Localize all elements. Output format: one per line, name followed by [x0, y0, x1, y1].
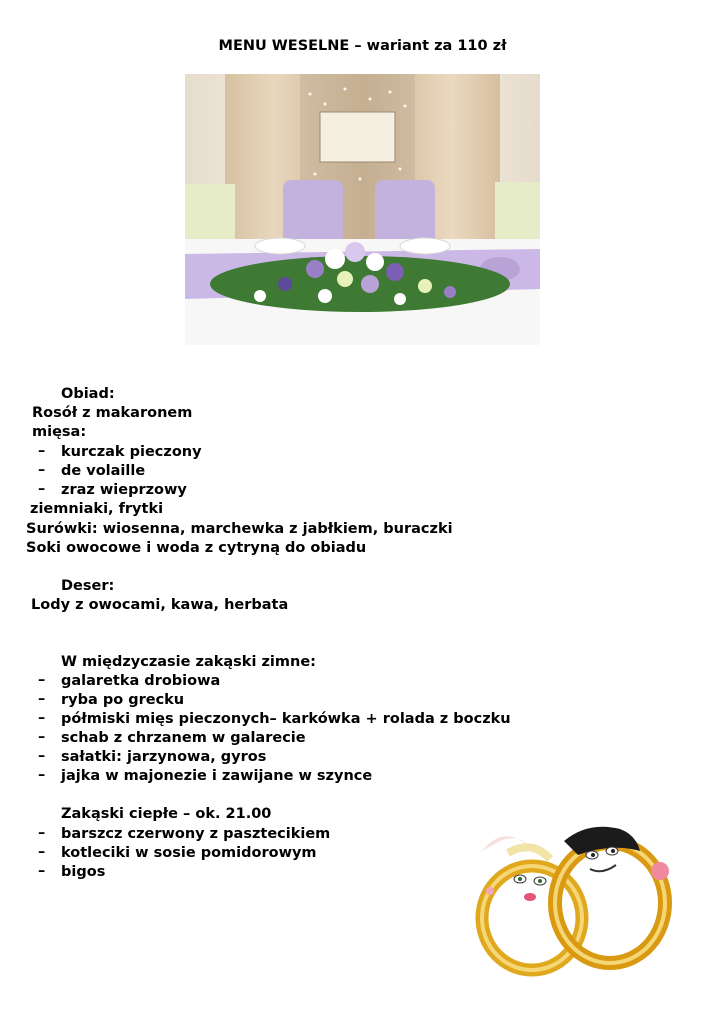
list-item: ryba po grecku [61, 692, 185, 708]
list-bullet: – [38, 748, 46, 764]
list-item: półmiski mięs pieczonych– karkówka + rolada z boczku [61, 711, 511, 727]
zimne-heading: W międzyczasie zakąski zimne: [61, 654, 316, 670]
list-bullet: – [38, 443, 46, 459]
list-bullet: – [38, 863, 46, 879]
list-item: jajka w majonezie i zawijane w szynce [61, 768, 373, 784]
sides-line: ziemniaki, frytki [30, 501, 164, 517]
list-bullet: – [38, 672, 46, 688]
miesa-line: mięsa: [32, 424, 87, 440]
cieple-heading: Zakąski ciepłe – ok. 21.00 [61, 806, 272, 822]
list-item: schab z chrzanem w galarecie [61, 730, 306, 746]
drinks-line: Soki owocowe i woda z cytryną do obiadu [26, 540, 367, 556]
list-item: sałatki: jarzynowa, gyros [61, 749, 267, 765]
list-bullet: – [38, 710, 46, 726]
list-item: kurczak pieczony [61, 444, 202, 460]
list-bullet: – [38, 462, 46, 478]
list-item: bigos [61, 864, 106, 880]
list-item: de volaille [61, 463, 146, 479]
list-item: kotleciki w sosie pomidorowym [61, 845, 317, 861]
list-bullet: – [38, 691, 46, 707]
deser-line: Lody z owocami, kawa, herbata [31, 597, 289, 613]
salads-line: Surówki: wiosenna, marchewka z jabłkiem, buraczki [26, 521, 453, 537]
rosol-line: Rosół z makaronem [32, 405, 193, 421]
list-bullet: – [38, 729, 46, 745]
list-bullet: – [38, 825, 46, 841]
list-bullet: – [38, 844, 46, 860]
list-item: zraz wieprzowy [61, 482, 187, 498]
wedding-rings-illustration [460, 803, 688, 983]
wedding-table-photo [185, 74, 540, 345]
list-bullet: – [38, 481, 46, 497]
deser-heading: Deser: [61, 578, 115, 594]
list-bullet: – [38, 767, 46, 783]
list-item: galaretka drobiowa [61, 673, 221, 689]
menu-title: MENU WESELNE – wariant za 110 zł [218, 38, 507, 54]
list-item: barszcz czerwony z pasztecikiem [61, 826, 331, 842]
obiad-heading: Obiad: [61, 386, 115, 402]
